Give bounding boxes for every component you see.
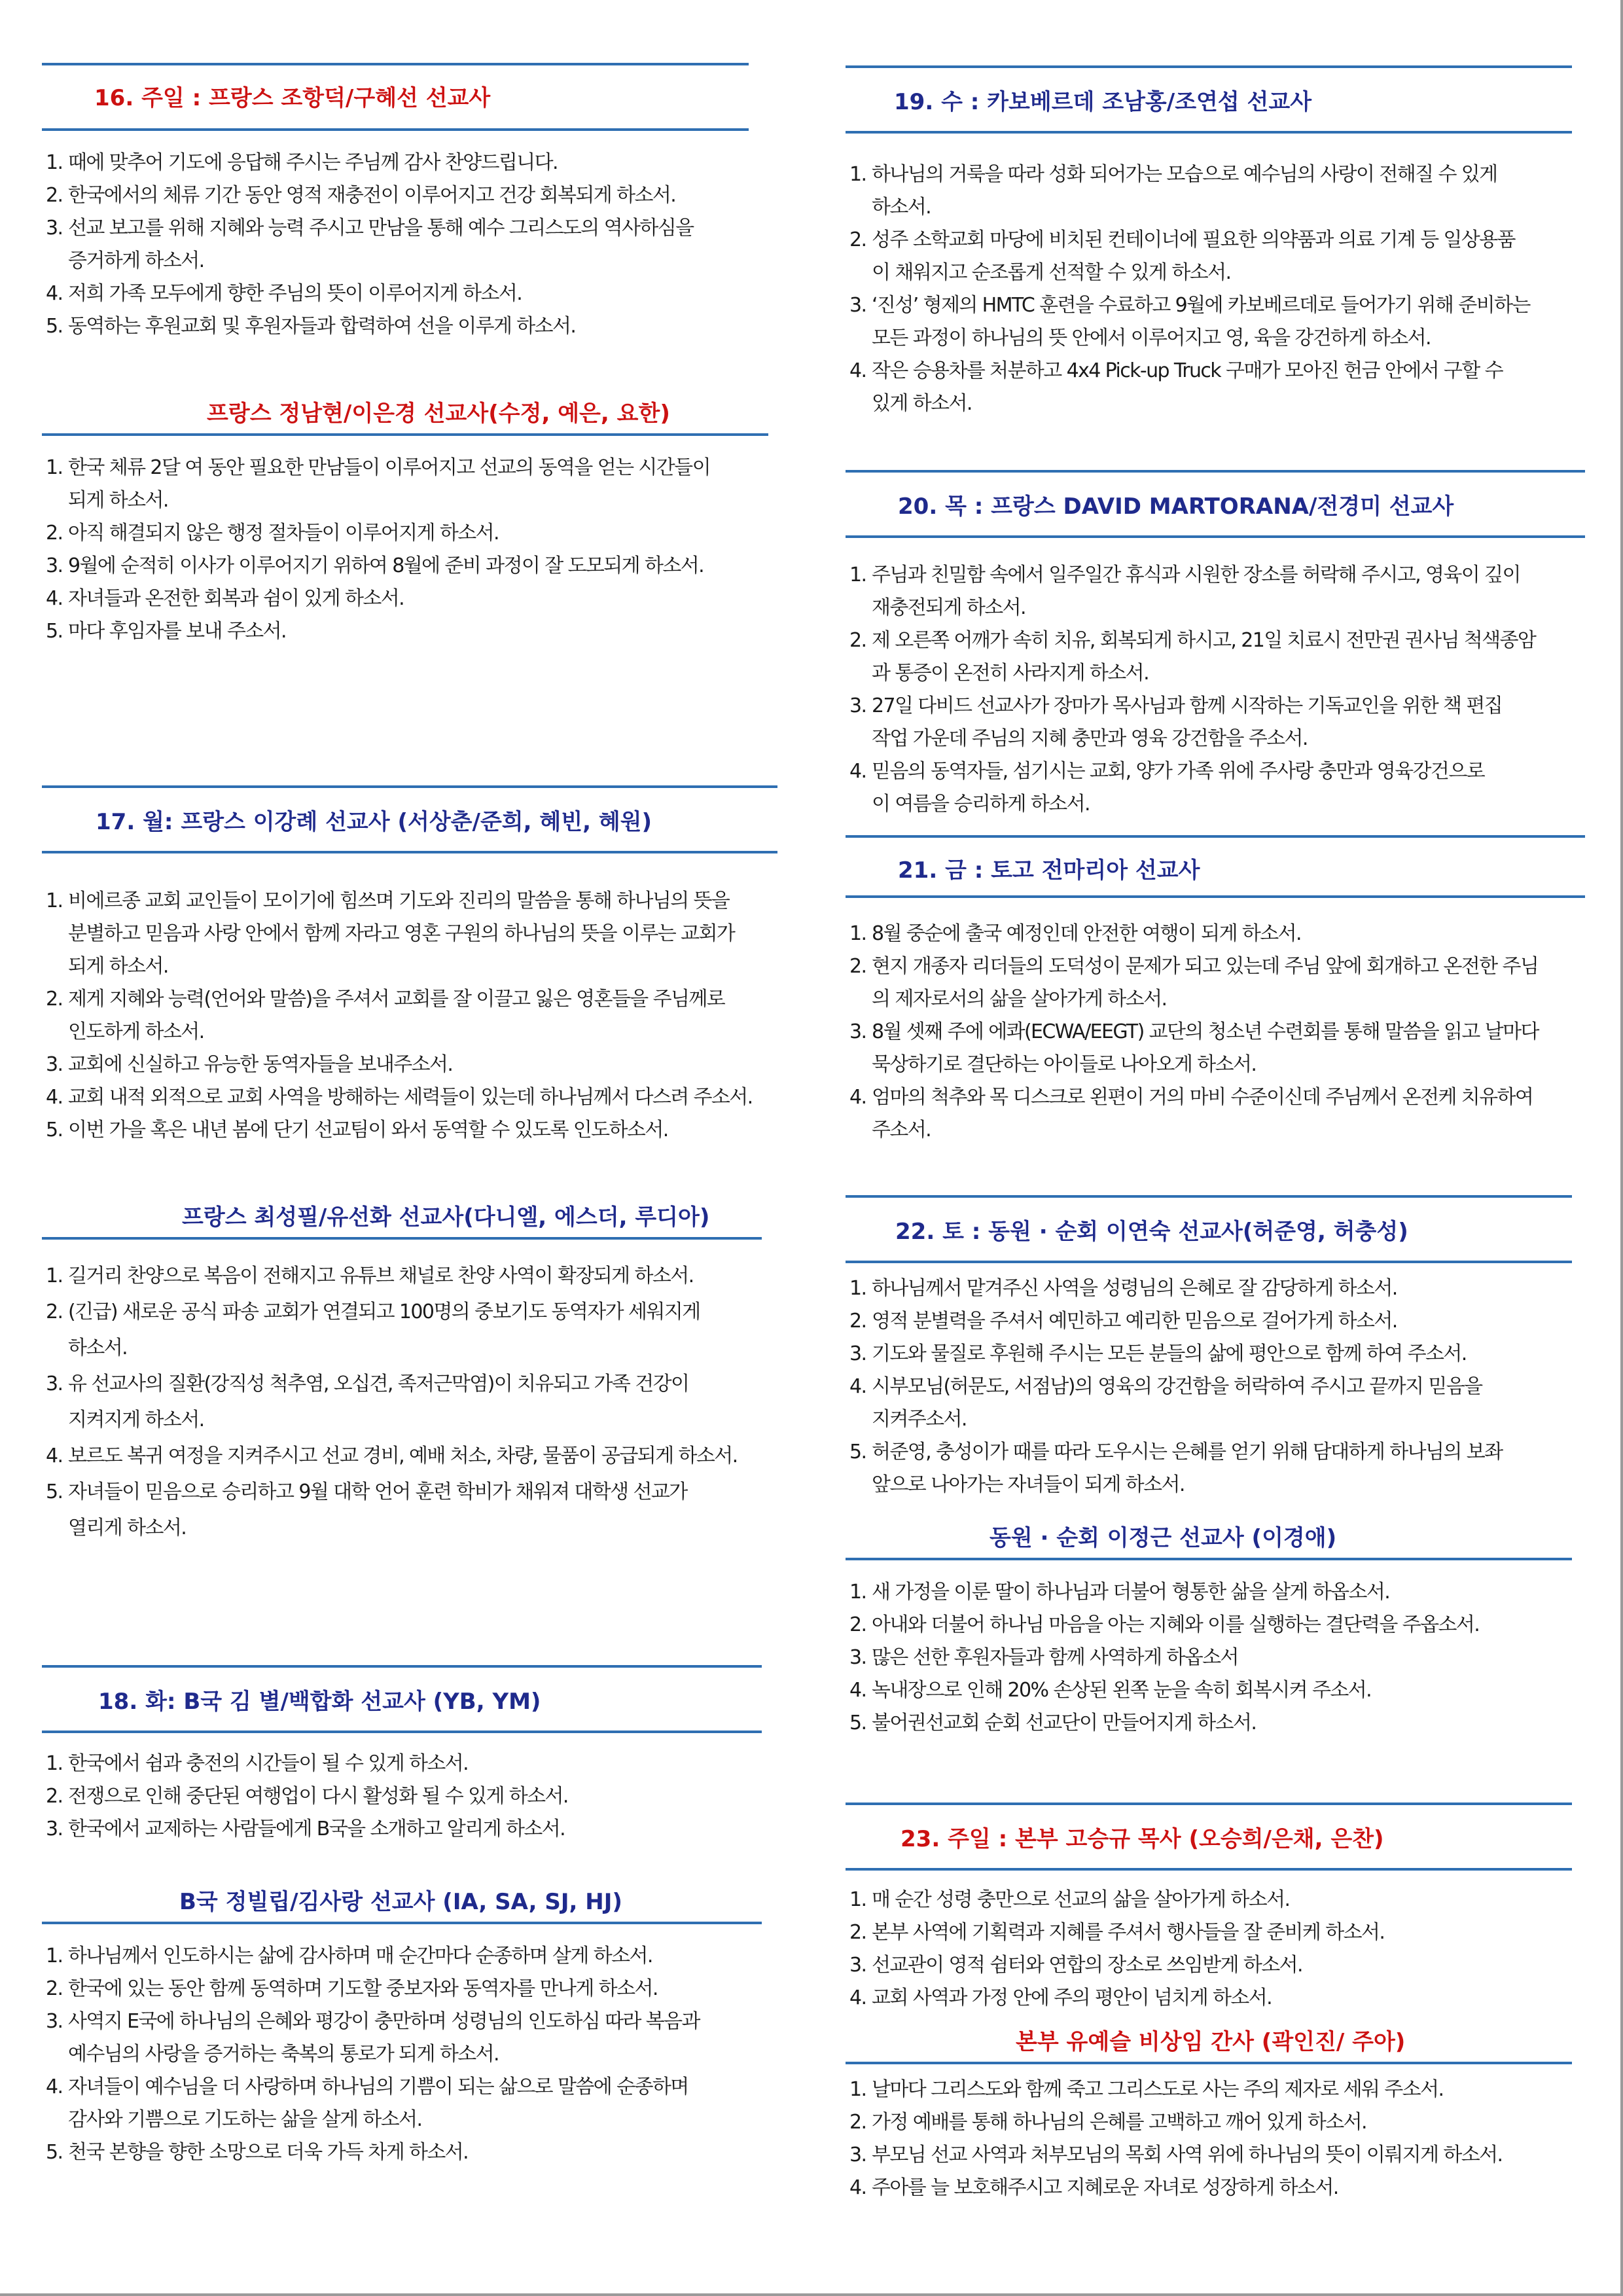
list-item: 2. 아직 해결되지 않은 행정 절차들이 이루어지게 하소서. bbox=[46, 522, 499, 545]
list-item: 2. 제게 지혜와 능력(언어와 말씀)을 주셔서 교회를 잘 이끌고 잃은 영혼들을 주님께로 인도하게 하소서. bbox=[46, 988, 725, 1043]
prayer-list bbox=[846, 918, 1585, 1147]
prayer-list bbox=[42, 1940, 821, 2169]
section-day-16 bbox=[42, 63, 821, 343]
section-title: B국 정빌립/김사랑 선교사 (IA, SA, SJ, HJ) bbox=[179, 1889, 622, 1915]
section-jung-namhyun bbox=[42, 387, 821, 648]
prayer-list bbox=[846, 1884, 1585, 2015]
section-jung-bilip bbox=[42, 1876, 821, 2169]
list-item: 2. 한국에서의 체류 기간 동안 영적 재충전이 이루어지고 건강 회복되게 하소서. bbox=[46, 184, 676, 207]
section-day-19 bbox=[846, 65, 1585, 420]
list-item: 3. 기도와 물질로 후원해 주시는 모든 분들의 삶에 평안으로 함께 하여 주소서. bbox=[849, 1342, 1467, 1365]
prayer-list bbox=[846, 158, 1585, 420]
section-header bbox=[846, 2016, 1572, 2064]
section-title: 17. 월: 프랑스 이강례 선교사 (서상춘/준희, 혜빈, 혜원) bbox=[96, 809, 652, 835]
list-item: 3. 선교 보고를 위해 지혜와 능력 주시고 만남을 통해 예수 그리스도의 역사하심을 증거하게 하소서. bbox=[46, 217, 694, 272]
list-item: 2. 전쟁으로 인해 중단된 여행업이 다시 활성화 될 수 있게 하소서. bbox=[46, 1785, 568, 1808]
list-item: 2. 한국에 있는 동안 함께 동역하며 기도할 중보자와 동역자를 만나게 하소서. bbox=[46, 1977, 658, 2000]
list-item: 3. 한국에서 교제하는 사람들에게 B국을 소개하고 알리게 하소서. bbox=[46, 1818, 565, 1840]
list-item: 1. 하나님께서 맡겨주신 사역을 성령님의 은혜로 잘 감당하게 하소서. bbox=[849, 1277, 1397, 1300]
list-item: 2. 본부 사역에 기획력과 지혜를 주셔서 행사들을 잘 준비케 하소서. bbox=[849, 1921, 1385, 1944]
prayer-list bbox=[846, 1576, 1585, 1740]
section-title: 21. 금 : 토고 전마리아 선교사 bbox=[898, 857, 1200, 884]
list-item: 1. 때에 맞추어 기도에 응답해 주시는 주님께 감사 찬양드립니다. bbox=[46, 151, 558, 174]
section-title: 22. 토 : 동원 · 순회 이연숙 선교사(허준영, 허충성) bbox=[895, 1219, 1408, 1245]
list-item: 5. 자녀들이 믿음으로 승리하고 9월 대학 언어 훈련 학비가 채워져 대학생 선교가 열리게 하소서. bbox=[46, 1480, 687, 1539]
list-item: 1. 하나님의 거룩을 따라 성화 되어가는 모습으로 예수님의 사랑이 전해질 수 있게 하소서. bbox=[849, 163, 1497, 219]
prayer-list bbox=[846, 1272, 1585, 1501]
list-item: 4. 교회 사역과 가정 안에 주의 평안이 넘치게 하소서. bbox=[849, 1986, 1272, 2009]
section-day-20 bbox=[846, 470, 1585, 821]
section-header bbox=[846, 1195, 1572, 1263]
section-title: 프랑스 정남현/이은경 선교사(수정, 예은, 요한) bbox=[207, 401, 670, 427]
list-item: 3. 선교관이 영적 쉼터와 연합의 장소로 쓰임받게 하소서. bbox=[849, 1954, 1302, 1977]
list-item: 5. 동역하는 후원교회 및 후원자들과 합력하여 선을 이루게 하소서. bbox=[46, 315, 576, 338]
prayer-list bbox=[42, 452, 821, 648]
list-item: 2. 현지 개종자 리더들의 도덕성이 문제가 되고 있는데 주님 앞에 회개하고 온전한 주님 의 제자로서의 삶을 살아가게 하소서. bbox=[849, 955, 1539, 1011]
list-item: 1. 비에르종 교회 교인들이 모이기에 힘쓰며 기도와 진리의 말씀을 통해 하나님의 뜻을 분별하고 믿음과 사랑 안에서 함께 자라고 영혼 구원의 하나님의 뜻을 이루는 교회가 되게 하소서. bbox=[46, 889, 735, 978]
list-item: 5. 천국 본향을 향한 소망으로 더욱 가득 차게 하소서. bbox=[46, 2141, 469, 2164]
section-day-18 bbox=[42, 1665, 821, 1846]
list-item: 4. 주아를 늘 보호해주시고 지혜로운 자녀로 성장하게 하소서. bbox=[849, 2176, 1338, 2199]
list-item: 3. 사역지 E국에 하나님의 은혜와 평강이 충만하며 성령님의 인도하심 따라 복음과 예수님의 사랑을 증거하는 축복의 통로가 되게 하소서. bbox=[46, 2010, 700, 2066]
section-header bbox=[846, 65, 1572, 134]
list-item: 2. 가정 예배를 통해 하나님의 은혜를 고백하고 깨어 있게 하소서. bbox=[849, 2111, 1366, 2134]
list-item: 4. 시부모님(허문도, 서점남)의 영육의 강건함을 허락하여 주시고 끝까지 믿음을 지켜주소서. bbox=[849, 1375, 1482, 1431]
list-item: 1. 8월 중순에 출국 예정인데 안전한 여행이 되게 하소서. bbox=[849, 922, 1301, 945]
section-title: 16. 주일 : 프랑스 조항덕/구혜선 선교사 bbox=[94, 85, 491, 111]
prayer-list bbox=[42, 1748, 821, 1846]
section-day-21 bbox=[846, 835, 1585, 1147]
list-item: 4. 보르도 복귀 여정을 지켜주시고 선교 경비, 예배 처소, 차량, 물품이 공급되게 하소서. bbox=[46, 1444, 738, 1467]
list-item: 5. 불어권선교회 순회 선교단이 만들어지게 하소서. bbox=[849, 1712, 1257, 1734]
section-title: 본부 유예슬 비상임 간사 (곽인진/ 주아) bbox=[1016, 2029, 1406, 2055]
list-item: 4. 저희 가족 모두에게 향한 주님의 뜻이 이루어지게 하소서. bbox=[46, 282, 522, 305]
list-item: 3. 교회에 신실하고 유능한 동역자들을 보내주소서. bbox=[46, 1053, 453, 1076]
section-title: 동원 · 순회 이정근 선교사 (이경애) bbox=[990, 1525, 1337, 1551]
list-item: 3. 27일 다비드 선교사가 장마가 목사님과 함께 시작하는 기독교인을 위한 책 편집 작업 가운데 주님의 지혜 충만과 영육 강건함을 주소서. bbox=[849, 694, 1503, 750]
list-item: 4. 자녀들이 예수님을 더 사랑하며 하나님의 기쁨이 되는 삶으로 말씀에 순종하며 감사와 기쁨으로 기도하는 삶을 살게 하소서. bbox=[46, 2075, 688, 2131]
section-header bbox=[846, 835, 1585, 898]
list-item: 3. ‘진성’ 형제의 HMTC 훈련을 수료하고 9월에 카보베르데로 들어가기 위해 준비하는 모든 과정이 하나님의 뜻 안에서 이루어지고 영, 육을 강건하게 하소서. bbox=[849, 294, 1530, 350]
prayer-list bbox=[42, 147, 821, 343]
section-header bbox=[42, 1191, 762, 1240]
section-header bbox=[42, 785, 777, 853]
list-item: 1. 길거리 찬양으로 복음이 전해지고 유튜브 채널로 찬양 사역이 확장되게 하소서. bbox=[46, 1265, 694, 1287]
list-item: 4. 녹내장으로 인해 20% 손상된 왼쪽 눈을 속히 회복시켜 주소서. bbox=[849, 1679, 1372, 1702]
list-item: 1. 하나님께서 인도하시는 삶에 감사하며 매 순간마다 순종하며 살게 하소서. bbox=[46, 1945, 652, 1967]
section-title: 20. 목 : 프랑스 DAVID MARTORANA/전경미 선교사 bbox=[898, 493, 1454, 520]
list-item: 2. 제 오른쪽 어깨가 속히 치유, 회복되게 하시고, 21일 치료시 전만권 권사님 척색종암 과 통증이 온전히 사라지게 하소서. bbox=[849, 629, 1536, 685]
list-item: 3. 많은 선한 후원자들과 함께 사역하게 하옵소서 bbox=[849, 1646, 1238, 1669]
list-item: 1. 한국 체류 2달 여 동안 필요한 만남들이 이루어지고 선교의 동역을 얻는 시간들이 되게 하소서. bbox=[46, 456, 710, 512]
list-item: 2. 영적 분별력을 주셔서 예민하고 예리한 믿음으로 걸어가게 하소서. bbox=[849, 1310, 1397, 1333]
list-item: 5. 이번 가을 혹은 내년 봄에 단기 선교팀이 와서 동역할 수 있도록 인도하소서. bbox=[46, 1119, 668, 1141]
section-header bbox=[42, 1665, 762, 1733]
prayer-list bbox=[846, 559, 1585, 821]
section-day-17 bbox=[42, 785, 821, 1147]
page-edge-right bbox=[1620, 0, 1623, 2296]
section-header bbox=[42, 63, 749, 131]
section-title: 프랑스 최성필/유선화 선교사(다니엘, 에스더, 루디아) bbox=[182, 1204, 710, 1230]
section-choi-sungpil bbox=[42, 1191, 821, 1546]
list-item: 1. 한국에서 쉼과 충전의 시간들이 될 수 있게 하소서. bbox=[46, 1752, 469, 1775]
list-item: 4. 자녀들과 온전한 회복과 쉼이 있게 하소서. bbox=[46, 587, 404, 610]
list-item: 1. 매 순간 성령 충만으로 선교의 삶을 살아가게 하소서. bbox=[849, 1888, 1290, 1911]
list-item: 1. 새 가정을 이룬 딸이 하나님과 더불어 형통한 삶을 살게 하옵소서. bbox=[849, 1581, 1390, 1604]
list-item: 2. 아내와 더불어 하나님 마음을 아는 지혜와 이를 실행하는 결단력을 주옵소서. bbox=[849, 1613, 1480, 1636]
section-header bbox=[846, 1512, 1572, 1560]
list-item: 3. 8월 셋째 주에 에콰(ECWA/EEGT) 교단의 청소년 수련회를 통해 말씀을 읽고 날마다 묵상하기로 결단하는 아이들로 나아오게 하소서. bbox=[849, 1020, 1539, 1076]
section-lee-jungkeun bbox=[846, 1512, 1585, 1740]
prayer-list bbox=[42, 885, 821, 1147]
section-title: 19. 수 : 카보베르데 조남홍/조연섭 선교사 bbox=[894, 89, 1312, 115]
list-item: 1. 날마다 그리스도와 함께 죽고 그리스도로 사는 주의 제자로 세워 주소서. bbox=[849, 2078, 1444, 2101]
list-item: 4. 작은 승용차를 처분하고 4x4 Pick-up Truck 구매가 모아진 헌금 안에서 구할 수 있게 하소서. bbox=[849, 359, 1503, 415]
list-item: 5. 허준영, 충성이가 때를 따라 도우시는 은혜를 얻기 위해 담대하게 하나님의 보좌 앞으로 나아가는 자녀들이 되게 하소서. bbox=[849, 1441, 1503, 1496]
page-edge-bottom bbox=[0, 2293, 1623, 2296]
section-header bbox=[42, 387, 768, 436]
section-header bbox=[42, 1876, 762, 1924]
list-item: 3. 부모님 선교 사역과 처부모님의 목회 사역 위에 하나님의 뜻이 이뤄지게 하소서. bbox=[849, 2144, 1503, 2166]
section-day-22 bbox=[846, 1195, 1585, 1501]
list-item: 4. 믿음의 동역자들, 섬기시는 교회, 양가 가족 위에 주사랑 충만과 영육강건으로 이 여름을 승리하게 하소서. bbox=[849, 760, 1485, 816]
list-item: 3. 유 선교사의 질환(강직성 척추염, 오십견, 족저근막염)이 치유되고 가족 건강이 지켜지게 하소서. bbox=[46, 1372, 689, 1431]
list-item: 2. 성주 소학교회 마당에 비치된 컨테이너에 필요한 의약품과 의료 기계 등 일상용품 이 채워지고 순조롭게 선적할 수 있게 하소서. bbox=[849, 228, 1515, 284]
list-item: 3. 9월에 순적히 이사가 이루어지기 위하여 8월에 준비 과정이 잘 도모되게 하소서. bbox=[46, 554, 704, 577]
section-title: 23. 주일 : 본부 고승규 목사 (오승희/은채, 은찬) bbox=[901, 1826, 1384, 1852]
list-item: 4. 교회 내적 외적으로 교회 사역을 방해하는 세력들이 있는데 하나님께서 다스려 주소서. bbox=[46, 1086, 753, 1109]
section-title: 18. 화: B국 김 별/백합화 선교사 (YB, YM) bbox=[98, 1689, 541, 1715]
section-yoo-yeseul bbox=[846, 2016, 1585, 2204]
list-item: 2. (긴급) 새로운 공식 파송 교회가 연결되고 100명의 중보기도 동역자가 세워지게 하소서. bbox=[46, 1300, 700, 1359]
prayer-list bbox=[42, 1258, 821, 1546]
section-header bbox=[846, 1803, 1572, 1871]
list-item: 4. 엄마의 척추와 목 디스크로 왼편이 거의 마비 수준이신데 주님께서 온전케 치유하여 주소서. bbox=[849, 1086, 1533, 1141]
section-header bbox=[846, 470, 1585, 538]
list-item: 1. 주님과 친밀함 속에서 일주일간 휴식과 시원한 장소를 허락해 주시고, 영육이 깊이 재충전되게 하소서. bbox=[849, 564, 1520, 619]
prayer-list bbox=[846, 2073, 1585, 2204]
section-day-23 bbox=[846, 1803, 1585, 2015]
list-item: 5. 마다 후임자를 보내 주소서. bbox=[46, 620, 286, 643]
